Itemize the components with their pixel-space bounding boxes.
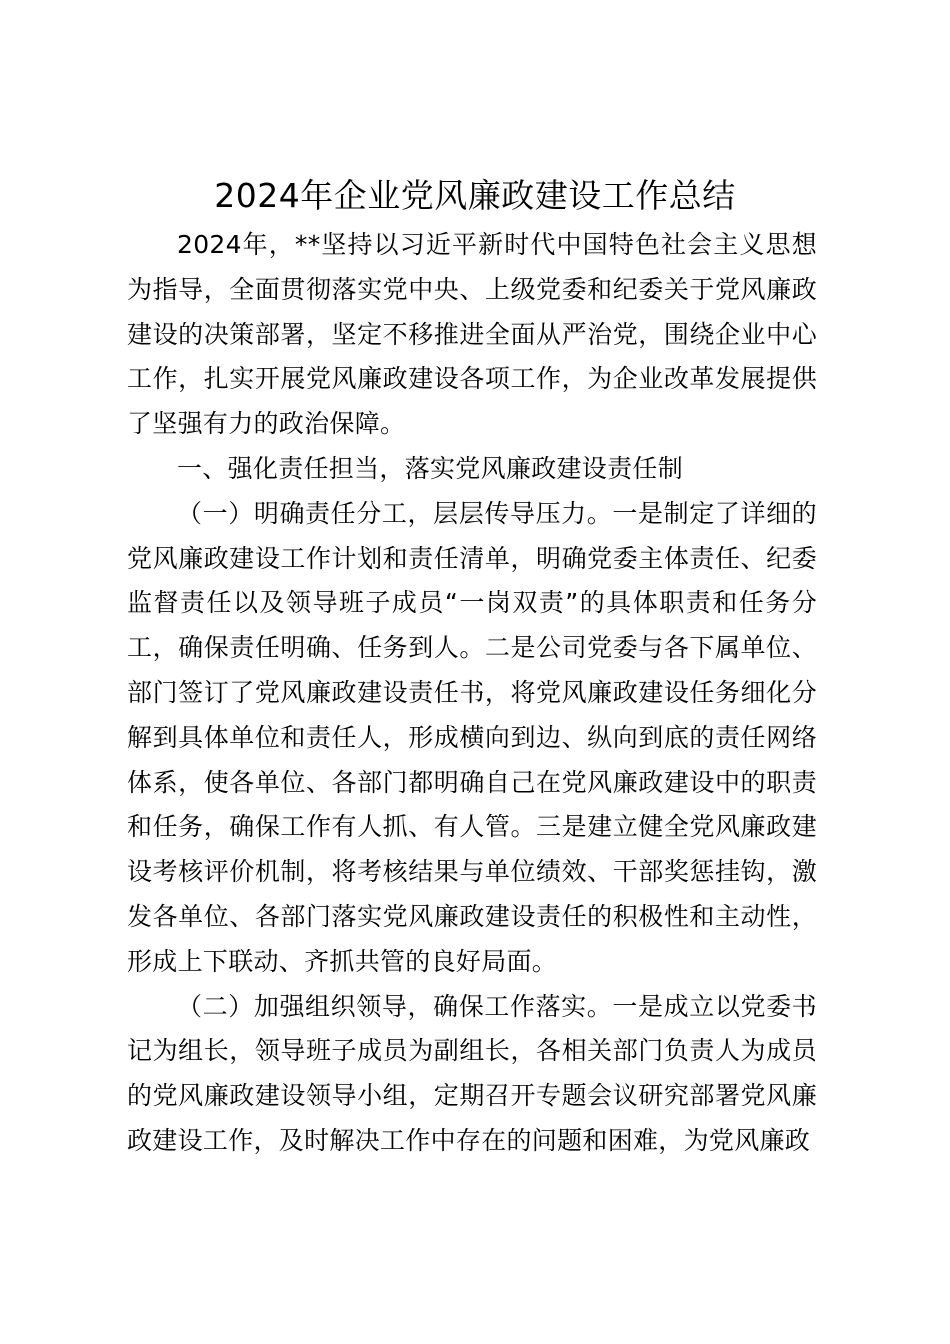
- section-heading-1: 一、强化责任担当，落实党风廉政建设责任制: [177, 453, 684, 483]
- intro-paragraph: 2024年，**坚持以习近平新时代中国特色社会主义思想为指导，全面贯彻落实党中央、上级党委和纪委关于党风廉政建设的决策部署，坚定不移推进全面从严治党，围绕企业中心工作，扎实开展党风廉政建设各项工作，为企业改革发展提供了坚强有力的政治保障。: [127, 230, 817, 439]
- subsection-paragraph-2: （二）加强组织领导，确保工作落实。一是成立以党委书记为组长，领导班子成员为副组长，各相关部门负责人为成员的党风廉政建设领导小组，定期召开专题会议研究部署党风廉政建设工作，及时解决工作中存在的问题和困难，为党风廉政: [127, 991, 817, 1155]
- document-body: [127, 223, 817, 1164]
- subsection-paragraph-1: （一）明确责任分工，层层传导压力。一是制定了详细的党风廉政建设工作计划和责任清单，明确党委主体责任、纪委监督责任以及领导班子成员“一岗双责”的具体职责和任务分工，确保责任明确、任务到人。二是公司党委与各下属单位、部门签订了党风廉政建设责任书，将党风廉政建设任务细化分解到具体单位和责任人，形成横向到边、纵向到底的责任网络体系，使各单位、各部门都明确自己在党风廉政建设中的职责和任务，确保工作有人抓、有人管。三是建立健全党风廉政建设考核评价机制，将考核结果与单位绩效、干部奖惩挂钩，激发各单位、各部门落实党风廉政建设责任的积极性和主动性，形成上下联动、齐抓共管的良好局面。: [127, 498, 817, 976]
- document-title: 2024年企业党风廉政建设工作总结: [214, 176, 736, 215]
